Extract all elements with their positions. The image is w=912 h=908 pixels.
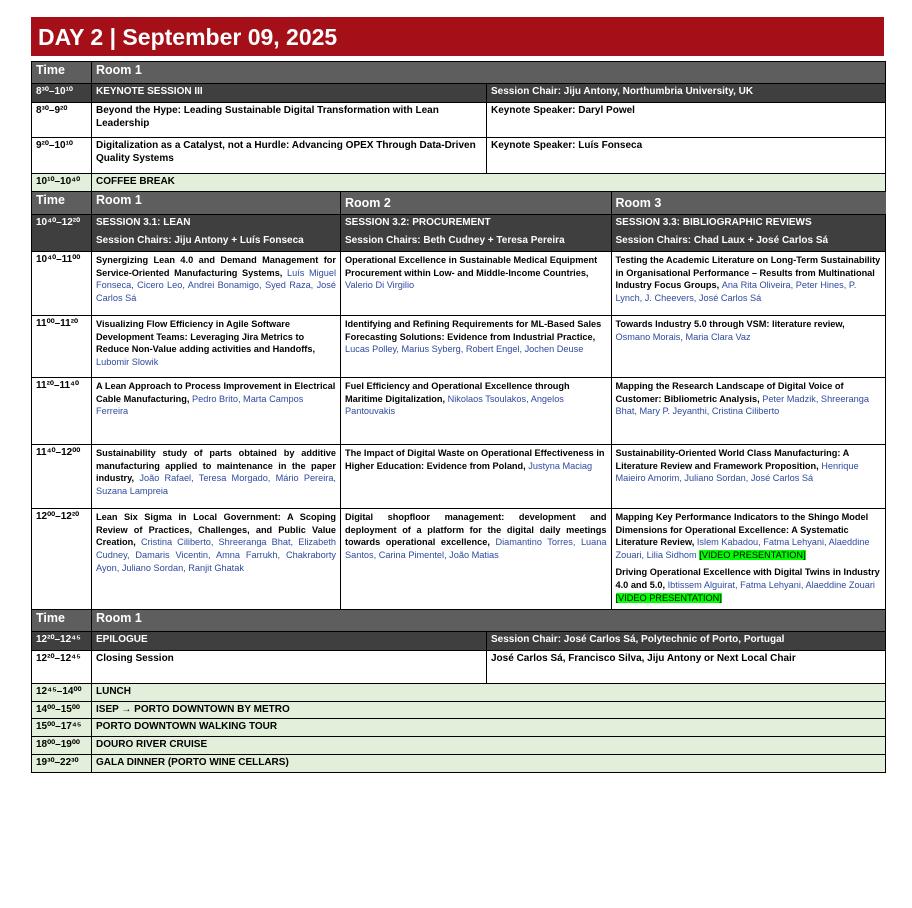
room2-header: Room 2: [341, 192, 611, 214]
room1-header: Room 1: [92, 62, 886, 84]
social-label: LUNCH: [92, 683, 886, 701]
social-row: [32, 719, 886, 737]
keynote-talk-row: [32, 138, 886, 174]
paper-cell: [341, 445, 611, 508]
paper-authors: Luís Miguel Fonseca, Cicero Leo, Andrei Bonamigo, Syed Raza, José Carlos Sá: [96, 267, 337, 304]
paper-cell: [92, 508, 341, 609]
talk-time: 8³⁰–9²⁰: [32, 103, 92, 138]
session-title: SESSION 3.1: LEAN: [96, 216, 191, 228]
paper-title: Sustainability study of parts obtained by additive manufacturing applied to maintenance in the paper industry,: [96, 447, 336, 484]
paper-authors: Pedro Brito, Marta Campos Ferreira: [96, 393, 304, 417]
paper-title: Digital shopfloor management: development and deployment of a platform for the digital daily meetings towards operational excellence,: [345, 511, 607, 548]
session-title: SESSION 3.2: PROCUREMENT: [345, 216, 491, 228]
keynote-title: KEYNOTE SESSION III: [92, 84, 487, 103]
session-3-2: [341, 215, 611, 251]
paper-cell: [92, 251, 341, 315]
day-title: DAY 2 | September 09, 2025: [31, 17, 884, 56]
session3-time: 10⁴⁰–12²⁰: [32, 214, 92, 251]
paper-authors: João Rafael, Teresa Morgado, Mário Pereira, Suzana Lampreia: [96, 473, 336, 497]
social-row: [32, 737, 886, 755]
paper-entry: [616, 566, 882, 604]
session-chairs: Session Chairs: Jiju Antony + Luís Fonseca: [96, 234, 304, 246]
epilogue-session-row: [32, 631, 886, 650]
paper-authors: Cristina Ciliberto, Shreeranga Bhat, Elizabeth Cudney, Damaris Vicentin, Amna Farrukh, Chakraborty Ayon, Juliano Sordan, Ranjit Ghatak: [96, 537, 336, 573]
paper-entry: [616, 511, 882, 562]
social-label: DOURO RIVER CRUISE: [92, 737, 886, 755]
paper-cell: [341, 509, 611, 609]
talk-speaker: Keynote Speaker: Luís Fonseca: [487, 138, 886, 174]
paper-slot-row: [32, 444, 886, 508]
session-3-3: [611, 215, 885, 251]
paper-authors: Diamantino Torres, Luana Santos, Carina Pimentel, João Matias: [345, 537, 607, 561]
slot-time: 11⁴⁰–12⁰⁰: [32, 444, 92, 508]
paper-title: Mapping the Research Landscape of Digital Voice of Customer: Bibliometric Analysis,: [615, 380, 844, 404]
header-row: [32, 609, 886, 631]
slot-time: 11⁰⁰–11²⁰: [32, 315, 92, 377]
time-header: Time: [32, 191, 92, 214]
paper-cell: [611, 378, 885, 444]
paper-title: Towards Industry 5.0 through VSM: literature review,: [615, 318, 845, 329]
video-presentation-badge: [VIDEO PRESENTATION]: [615, 592, 722, 603]
paper-cell: [92, 444, 341, 508]
keynote-time: 8³⁰–10¹⁰: [32, 84, 92, 103]
paper-authors: Ana Rita Oliveira, Peter Hines, P. Lynch, J. Cheevers, José Carlos Sá: [615, 280, 857, 304]
paper-title: Lean Six Sigma in Local Government: A Scoping Review of Practices, Challenges, and Public Value Creation,: [96, 511, 336, 548]
social-time: 19³⁰–22³⁰: [32, 754, 92, 772]
epilogue-title: EPILOGUE: [92, 631, 487, 650]
talk-time: 9²⁰–10¹⁰: [32, 138, 92, 174]
schedule-table: [31, 61, 886, 773]
epilogue-chair: Session Chair: José Carlos Sá, Polytechnic of Porto, Portugal: [487, 631, 886, 650]
paper-title: Fuel Efficiency and Operational Excellence through Maritime Digitalization,: [345, 380, 570, 404]
social-label: GALA DINNER (PORTO WINE CELLARS): [92, 754, 886, 772]
social-label: ISEP → PORTO DOWNTOWN BY METRO: [92, 701, 886, 719]
paper-slot-row: [32, 251, 886, 315]
closing-time: 12²⁰–12⁴⁵: [32, 650, 92, 683]
room1-header: Room 1: [92, 191, 341, 214]
slot-time: 11²⁰–11⁴⁰: [32, 377, 92, 444]
keynote-talk-row: [32, 103, 886, 138]
paper-authors: Lubomir Slowik: [96, 357, 159, 368]
paper-authors: Peter Madzik, Shreeranga Bhat, Mary P. Jeyanthi, Cristina Ciliberto: [615, 393, 869, 417]
session-chairs: Session Chairs: Beth Cudney + Teresa Pereira: [345, 234, 565, 246]
room1-header: Room 1: [92, 609, 886, 631]
session-chairs: Session Chairs: Chad Laux + José Carlos Sá: [615, 234, 829, 246]
keynote-session-row: [32, 84, 886, 103]
paper-cell: [92, 315, 341, 377]
paper-authors: Islem Kabadou, Fatma Lehyani, Alaeddine Zouari, Lilia Sidhom: [615, 537, 870, 561]
talk-title: Beyond the Hype: Leading Sustainable Digital Transformation with Lean Leadership: [92, 103, 487, 138]
paper-cell: [611, 316, 885, 377]
paper-title: Sustainability-Oriented World Class Manufacturing: A Literature Review and Framework Proposition,: [615, 447, 849, 471]
paper-title: Operational Excellence in Sustainable Medical Equipment Procurement within Low- and Middle-Income Countries,: [345, 254, 598, 278]
paper-title: Synergizing Lean 4.0 and Demand Management for Service-Oriented Manufacturing Systems,: [96, 254, 336, 278]
session3-row: [32, 214, 886, 251]
closing-row: [32, 650, 886, 683]
paper-title: Visualizing Flow Efficiency in Agile Software Development Teams: Leveraging Jira Metrics to Reduce Non-Value adding activities and Handoffs,: [96, 318, 316, 355]
session-title: SESSION 3.3: BIBLIOGRAPHIC REVIEWS: [615, 216, 812, 228]
paper-title: Driving Operational Excellence with Digital Twins in Industry 4.0 and 5.0,: [615, 566, 880, 590]
paper-title: Mapping Key Performance Indicators to the Shingo Model Dimensions for Operational Excellence: A Systematic Literature Review,: [615, 511, 869, 548]
video-presentation-badge: [VIDEO PRESENTATION]: [699, 550, 806, 561]
slot-time: 12⁰⁰–12²⁰: [32, 508, 92, 609]
room3-header: Room 3: [611, 192, 886, 214]
keynote-chair: Session Chair: Jiju Antony, Northumbria University, UK: [487, 84, 886, 103]
social-row: [32, 683, 886, 701]
social-time: 15⁰⁰–17⁴⁵: [32, 719, 92, 737]
paper-title: Identifying and Refining Requirements for ML-Based Sales Forecasting Solutions: Evidence from Industrial Practice,: [345, 318, 602, 342]
epilogue-time: 12²⁰–12⁴⁵: [32, 631, 92, 650]
coffee-row: [32, 174, 886, 192]
paper-cell: [611, 252, 885, 315]
paper-cell: [341, 252, 611, 315]
slot-time: 10⁴⁰–11⁰⁰: [32, 251, 92, 315]
header-row: [32, 191, 886, 214]
social-time: 12⁴⁵–14⁰⁰: [32, 683, 92, 701]
social-time: 18⁰⁰–19⁰⁰: [32, 737, 92, 755]
paper-title: The Impact of Digital Waste on Operational Effectiveness in Higher Education: Evidence from Poland,: [345, 447, 605, 471]
closing-title: Closing Session: [92, 650, 487, 683]
closing-people: José Carlos Sá, Francisco Silva, Jiju Antony or Next Local Chair: [487, 650, 886, 683]
time-header: Time: [32, 609, 92, 631]
paper-title: Testing the Academic Literature on Long-Term Sustainability in Organisational Performance – Results from Multinational Industry Focus Groups,: [615, 254, 881, 291]
paper-authors: Osmano Morais, Maria Clara Vaz: [615, 331, 751, 342]
social-time: 14⁰⁰–15⁰⁰: [32, 701, 92, 719]
social-row: [32, 701, 886, 719]
coffee-label: COFFEE BREAK: [92, 174, 886, 192]
paper-authors: Henrique Maieiro Amorim, Juliano Sordan, José Carlos Sá: [615, 460, 859, 484]
paper-cell: [341, 378, 611, 444]
social-label: PORTO DOWNTOWN WALKING TOUR: [92, 719, 886, 737]
session-3-1: [92, 214, 341, 251]
talk-title: Digitalization as a Catalyst, not a Hurdle: Advancing OPEX Through Data-Driven Quality Systems: [92, 138, 487, 174]
time-header: Time: [32, 62, 92, 84]
paper-cell: [611, 509, 885, 609]
talk-speaker: Keynote Speaker: Daryl Powel: [487, 103, 886, 138]
paper-title: A Lean Approach to Process Improvement in Electrical Cable Manufacturing,: [96, 380, 336, 404]
paper-authors: Lucas Polley, Marius Syberg, Robert Engel, Jochen Deuse: [345, 344, 584, 355]
paper-authors: Justyna Maciag: [528, 460, 593, 471]
paper-cell: [92, 377, 341, 444]
paper-authors: Valerio Di Virgilio: [345, 280, 415, 291]
header-row: [32, 62, 886, 84]
paper-slot-row: [32, 508, 886, 609]
paper-cell: [341, 316, 611, 377]
paper-authors: Nikolaos Tsoulakos, Angelos Pantouvakis: [345, 393, 564, 417]
paper-cell: [611, 445, 885, 508]
paper-slot-row: [32, 377, 886, 444]
social-row: [32, 754, 886, 772]
paper-authors: Ibtissem Alguirat, Fatma Lehyani, Alaeddine Zouari: [667, 579, 875, 590]
coffee-time: 10¹⁰–10⁴⁰: [32, 174, 92, 192]
paper-slot-row: [32, 315, 886, 377]
